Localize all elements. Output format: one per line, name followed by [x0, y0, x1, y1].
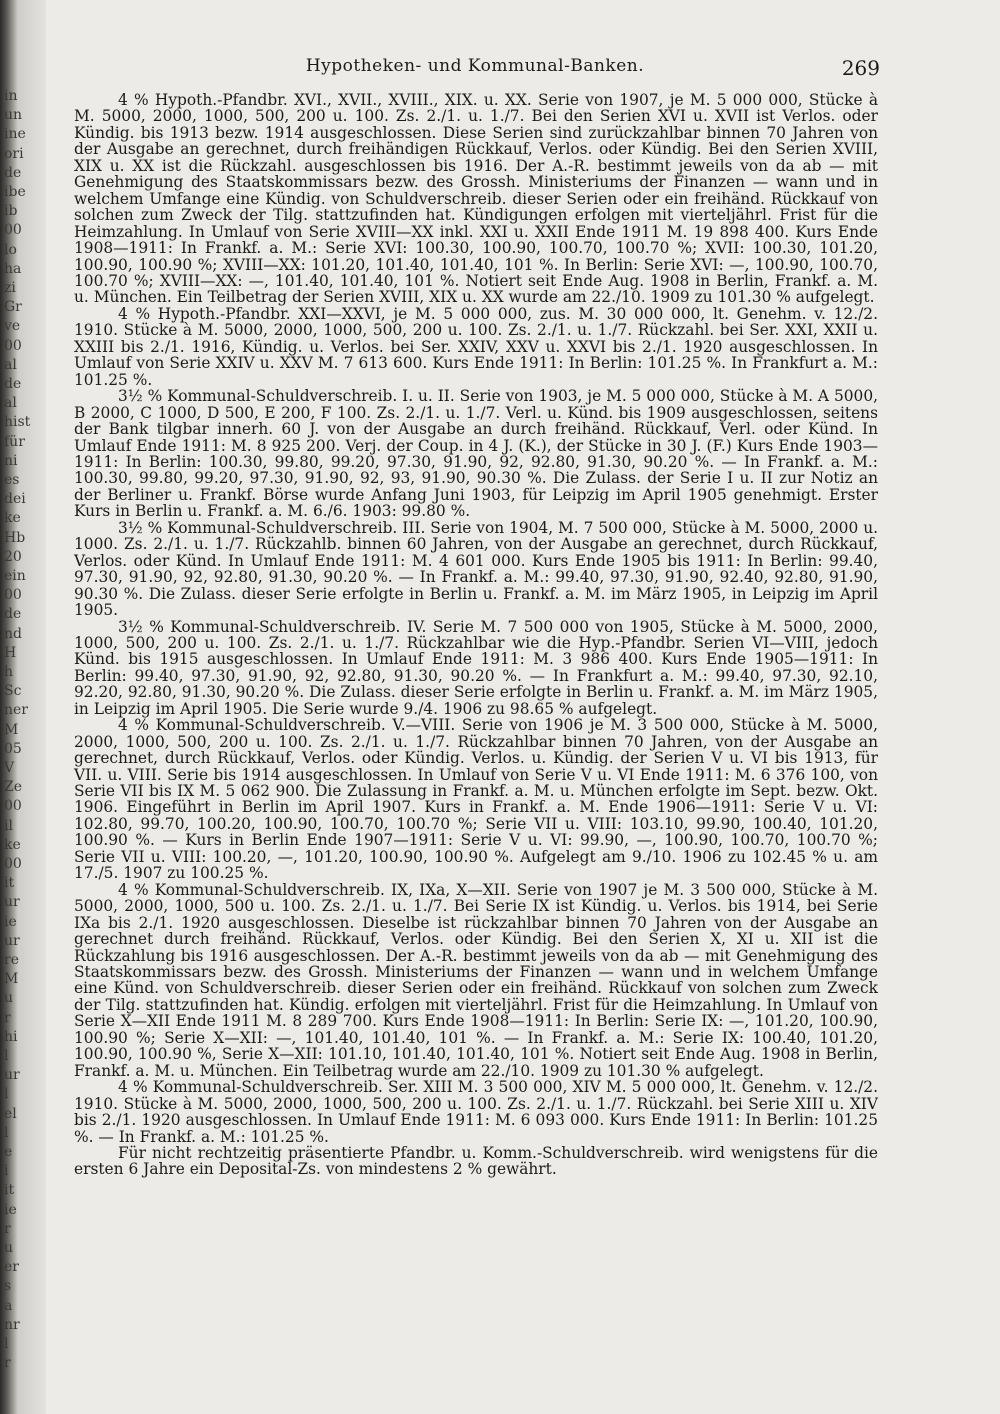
edge-fragment: a [4, 1297, 13, 1314]
paragraph-kommunal-ix-xii: 4 % Kommunal-Schuldverschreib. IX, IXa, X—XII. Serie von 1907 je M. 3 500 000, Stücke à M. 5000, 2000, 1000, 500 u. 100. Zs. 2./1. u. 1./7. Bei Serie IX ist Kündig. u. Verlos. bis 1914, bei Serie IXa bis 2./1. 1920 ausgeschlossen. Dieselbe ist rückzahlbar binnen 70 Jahren von der Ausgabe an gerechnet durch freihänd. Rückkauf, Verlos. oder Kündig. Bei den Serien X, XI u. XII ist die Rückzahlung bis 1916 ausgeschlossen. Der A.-R. bestimmt jeweils von da ab — mit Genehmigung des Staatskommissars bezw. des Grossh. Ministeriums der Finanzen — wann und in welchem Umfange eine Künd. von Schuldverschreib. dieser Serien oder ein freihänd. Rückkauf von solchen zum Zweck der Tilg. stattzufinden hat. Kündig. erfolgen mit vierteljährl. Frist für die Heimzahlung. In Umlauf von Serie X—XII Ende 1911 M. 8 289 700. Kurs Ende 1908—1911: In Berlin: Serie IX: —, 101.20, 100.90, 100.90 %; Serie X—XII: —, 101.40, 101.40, 101 %. — In Frankf. a. M.: Serie IX: 100.40, 101.20, 100.90, 100.90 %, Serie X—XII: 101.10, 101.40, 101.40, 101 %. Notiert seit Ende Aug. 1908 in Berlin, Frankf. a. M. u. München. Ein Teilbetrag wurde am 22./10. 1909 zu 101.30 % aufgelegt. [74, 880, 878, 1080]
edge-fragment: Hb [4, 529, 26, 546]
edge-fragment: ur [4, 1067, 20, 1084]
paragraph-kommunal-iv: 3½ % Kommunal-Schuldverschreib. IV. Serie M. 7 500 000 von 1905, Stücke à M. 5000, 2000, 1000, 500, 200 u. 100. Zs. 2./1. u. 1./7. Rückzahlbar wie die Hyp.-Pfandbr. Serien VI—VIII, jedoch Künd. bis 1915 ausgeschlossen. In Umlauf Ende 1911: M. 3 986 400. Kurs Ende 1905—1911: In Berlin: 99.40, 97.30, 91.90, 92, 92.80, 91.30, 90.20 %. — In Frankfurt a. M.: 99.40, 97.30, 92.10, 92.20, 92.80, 91.30, 90.20 %. Die Zulass. dieser Serie erfolgte in Berlin u. Frankf. a. M. im März 1905, in Leipzig im April 1905. Die Serie wurde 9./4. 1906 zu 98.65 % aufgelegt. [74, 617, 878, 718]
paragraph-hypoth-pfandbr-xvi-xx: 4 % Hypoth.-Pfandbr. XVI., XVII., XVIII., XIX. u. XX. Serie von 1907, je M. 5 000 000, Stücke à M. 5000, 2000, 1000, 500, 200 u. 100. Zs. 2./1. u. 1./7. Bei den Serien XVI u. XVII ist Verlos. oder Kündig. bis 1913 bezw. 1914 ausgeschlossen. Diese Serien sind zurückzahlbar binnen 70 Jahren von der Ausgabe an gerechnet, durch freihändigen Rückkauf, Verlos. oder Kündig. Bei den Serien XVIII, XIX u. XX ist die Rückzahl. ausgeschlossen bis 1916. Der A.-R. bestimmt jeweils von da ab — mit Genehmigung des Staatskommissars bezw. des Grossh. Ministeriums der Finanzen — wann und in welchem Umfange eine Kündig. von Schuldverschreib. dieser Serien oder ein freihänd. Rückkauf von solchen zum Zweck der Tilg. stattzufinden hat. Kündigungen erfolgen mit vierteljährl. Frist für die Heimzahlung. In Umlauf von Serie XVIII—XX inkl. XXI u. XXII Ende 1911 M. 19 898 400. Kurs Ende 1908—1911: In Frankf. a. M.: Serie XVI: 100.30, 100.90, 100.70, 100.70 %; XVII: 100.30, 101.20, 100.90, 100.90 %; XVIII—XX: 101.20, 101.40, 101.40, 101 %. In Berlin: Serie XVI: —, 100.90, 100.70, 100.70 %; XVIII—XX: —, 101.40, 101.40, 101 %. Notiert seit Ende Aug. 1908 in Berlin, Frankf. a. M. u. München. Ein Teilbetrag der Serien XVIII, XIX u. XX wurde am 22./10. 1909 zu 101.30 % aufgelegt. [74, 91, 878, 307]
edge-fragment: ie [4, 1201, 17, 1218]
edge-fragment: Sc [4, 683, 22, 700]
edge-fragment: es [4, 472, 20, 488]
edge-fragment: lo [4, 241, 17, 258]
edge-fragment: ie [4, 913, 17, 930]
edge-fragment: al [4, 395, 17, 412]
edge-fragment: de [4, 376, 22, 392]
running-title: Hypotheken- und Kommunal-Banken. [305, 56, 645, 76]
edge-fragment: r [4, 1355, 11, 1372]
edge-fragment: zi [4, 280, 16, 296]
edge-fragment: 00 [4, 337, 22, 354]
edge-fragment: nr [4, 1316, 20, 1333]
edge-fragment: l [4, 1336, 9, 1352]
paragraph-kommunal-xiii-xiv: 4 % Kommunal-Schuldverschreib. Ser. XIII M. 3 500 000, XIV M. 5 000 000, lt. Genehm. v. 12./2. 1910. Stücke à M. 5000, 2000, 1000, 500, 200 u. 100. Zs. 2./1. u. 1./7. Rückzahl. bei Serie XIII u. XIV bis 2./1. 1920 ausgeschlossen. In Umlauf Ende 1911: M. 6 093 000. Kurs Ende 1911: In Berlin: 101.25 %. — In Frankf. a. M.: 101.25 %. [74, 1078, 878, 1146]
page-header [70, 56, 880, 82]
edge-fragment: H [4, 644, 17, 661]
edge-fragment: ein [4, 568, 26, 584]
edge-fragment: el [4, 1105, 17, 1122]
edge-fragment: ha [4, 260, 22, 277]
edge-fragment: Ze [4, 779, 23, 796]
edge-fragment: er [4, 1259, 19, 1276]
edge-fragment: ner [4, 702, 28, 719]
edge-fragment: 00 [4, 222, 22, 239]
paragraph-depositalzins-note: Für nicht rechtzeitig präsentierte Pfandbr. u. Komm.-Schuldverschreib. wird wenigstens für die ersten 6 Jahre ein Deposital-Zs. von mindestens 2 % gewährt. [74, 1144, 878, 1179]
edge-fragment: r [4, 1220, 11, 1237]
edge-fragment: ve [4, 318, 21, 335]
edge-fragment: u [4, 1240, 14, 1256]
edge-fragment: l [4, 1048, 9, 1064]
paragraph-kommunal-v-viii: 4 % Kommunal-Schuldverschreib. V.—VIII. Serie von 1906 je M. 3 500 000, Stücke à M. 5000, 2000, 1000, 500, 200 u. 100. Zs. 2./1. u. 1./7. Rückzahlbar binnen 70 Jahren, von der Ausgabe an gerechnet, durch Rückkauf, Verlos. oder Kündig. Verlos. u. Kündig. der Serien V u. VI bis 1913, für VII. u. VIII. Serie bis 1914 ausgeschlossen. In Umlauf von Serie V u. VI Ende 1911: M. 6 376 100, von Serie VII bis IX M. 5 062 900. Die Zulassung in Frankf. a. M. u. München erfolgte im Sept. bezw. Okt. 1906. Eingeführt in Berlin im April 1907. Kurs in Frankf. a. M. Ende 1906—1911: Serie V u. VI: 102.80, 99.70, 100.20, 100.90, 100.70, 100.70 %; Serie VII u. VIII: 103.10, 99.90, 100.40, 101.20, 100.90 %. — Kurs in Berlin Ende 1907—1911: Serie V u. VI: 99.90, —, 100.90, 100.70, 100.70 %; Serie VII u. VIII: 100.20, —, 101.20, 100.90, 100.90 %. Aufgelegt am 9./10. 1906 zu 102.45 % u. am 17./5. 1907 zu 100.25 %. [74, 716, 878, 883]
edge-fragment: 20 [4, 548, 22, 565]
edge-fragment: V [4, 760, 15, 776]
edge-fragment: de [4, 606, 22, 623]
edge-fragment: de [4, 164, 22, 181]
edge-fragment: 05 [4, 740, 22, 757]
edge-fragment: i [4, 1163, 9, 1180]
edge-fragment: s [4, 1278, 12, 1295]
edge-fragment: l [4, 1086, 9, 1103]
paragraph-hypoth-pfandbr-xxi-xxvi: 4 % Hypoth.-Pfandbr. XXI—XXVI, je M. 5 000 000, zus. M. 30 000 000, lt. Genehm. v. 12./2. 1910. Stücke à M. 5000, 2000, 1000, 500, 200 u. 100. Zs. 2./1. u. 1./7. Rückzahl. bei Ser. XXI, XXII u. XXIII bis 2./1. 1916, Kündig. u. Verlos. bei Ser. XXIV, XXV u. XXVI bis 2./1. 1920 ausgeschlossen. In Umlauf von Serie XXIV u. XXV M. 7 613 600. Kurs Ende 1911: In Berlin: 101.25 %. In Frankfurt a. M.: 101.25 %. [74, 304, 878, 389]
edge-fragment: it [4, 875, 15, 892]
edge-fragment: ori [4, 145, 24, 162]
edge-fragment: ke [4, 836, 21, 853]
edge-fragment: il [4, 817, 13, 834]
edge-fragment: 00 [4, 798, 22, 815]
edge-fragment: ke [4, 510, 21, 527]
edge-fragment: in [4, 88, 18, 104]
adjacent-page-edge [0, 0, 46, 1414]
edge-fragment: ine [4, 126, 26, 143]
edge-fragment: h [4, 664, 14, 680]
edge-fragment: hi [4, 1028, 18, 1045]
edge-fragment: ur [4, 894, 20, 911]
edge-fragment: ib [4, 203, 18, 220]
edge-fragment: it [4, 1182, 15, 1199]
paragraph-kommunal-i-ii: 3½ % Kommunal-Schuldverschreib. I. u. II. Serie von 1903, je M. 5 000 000, Stücke à M. A 5000, B 2000, C 1000, D 500, E 200, F 100. Zs. 2./1. u. 1./7. Verl. u. Künd. bis 1909 ausgeschlossen, seitens der Bank tilgbar innerh. 60 J. von der Ausgabe an durch freihänd. Rückkauf, Verl. oder Künd. In Umlauf Ende 1911: M. 8 925 200. Verj. der Coup. in 4 J. (K.), der Stücke in 30 J. (F.) Kurs Ende 1903—1911: In Berlin: 100.30, 99.80, 99.20, 97.30, 91.90, 92, 92.80, 91.30, 90.20 %. — In Frankf. a. M.: 100.30, 99.80, 99.20, 97.30, 91.90, 92, 93, 91.90, 90.30 %. Die Zulass. der Serie I u. II zur Notiz an der Berliner u. Frankf. Börse wurde Anfang Juni 1903, für Leipzig im April 1905 genehmigt. Erster Kurs in Berlin u. Frankf. a. M. 6./6. 1903: 99.80 %. [74, 387, 879, 521]
edge-fragment: ni [4, 452, 18, 469]
edge-fragment: re [4, 952, 19, 968]
edge-fragment: l [4, 1124, 9, 1141]
edge-fragment: ur [4, 932, 20, 949]
edge-fragment: hist [4, 414, 31, 431]
paragraph-kommunal-iii: 3½ % Kommunal-Schuldverschreib. III. Serie von 1904, M. 7 500 000, Stücke à M. 5000, 2000 u. 1000. Zs. 2./1. u. 1./7. Rückzahlb. binnen 60 Jahren, von der Ausgabe an gerechnet, durch Rückkauf, Verlos. oder Künd. In Umlauf Ende 1911: M. 4 601 000. Kurs Ende 1905 bis 1911: In Berlin: 99.40, 97.30, 91.90, 92, 92.80, 91.30, 90.20 %. — In Frankf. a. M.: 99.40, 97.30, 91.90, 92.40, 92.80, 91.90, 90.30 %. Die Zulass. dieser Serie erfolgte in Berlin u. Frankf. a. M. im März 1905, in Leipzig im April 1905. [74, 518, 878, 620]
edge-fragment: dei [4, 491, 26, 508]
edge-fragment: M [4, 721, 19, 738]
edge-fragment: Gr [4, 299, 22, 316]
edge-fragment: u [4, 990, 14, 1007]
page-number: 269 [841, 56, 880, 80]
edge-fragment: für [4, 433, 25, 450]
edge-fragment: ibe [4, 184, 26, 200]
edge-fragment: M [4, 971, 19, 988]
edge-fragment: 00 [4, 587, 22, 604]
edge-fragment: e [4, 1144, 13, 1160]
edge-fragment: un [4, 107, 23, 124]
edge-fragment: al [4, 356, 17, 373]
edge-fragment: r [4, 1009, 11, 1026]
edge-fragment: nd [4, 625, 22, 642]
body-text [74, 92, 878, 1178]
edge-fragment: 00 [4, 856, 22, 872]
